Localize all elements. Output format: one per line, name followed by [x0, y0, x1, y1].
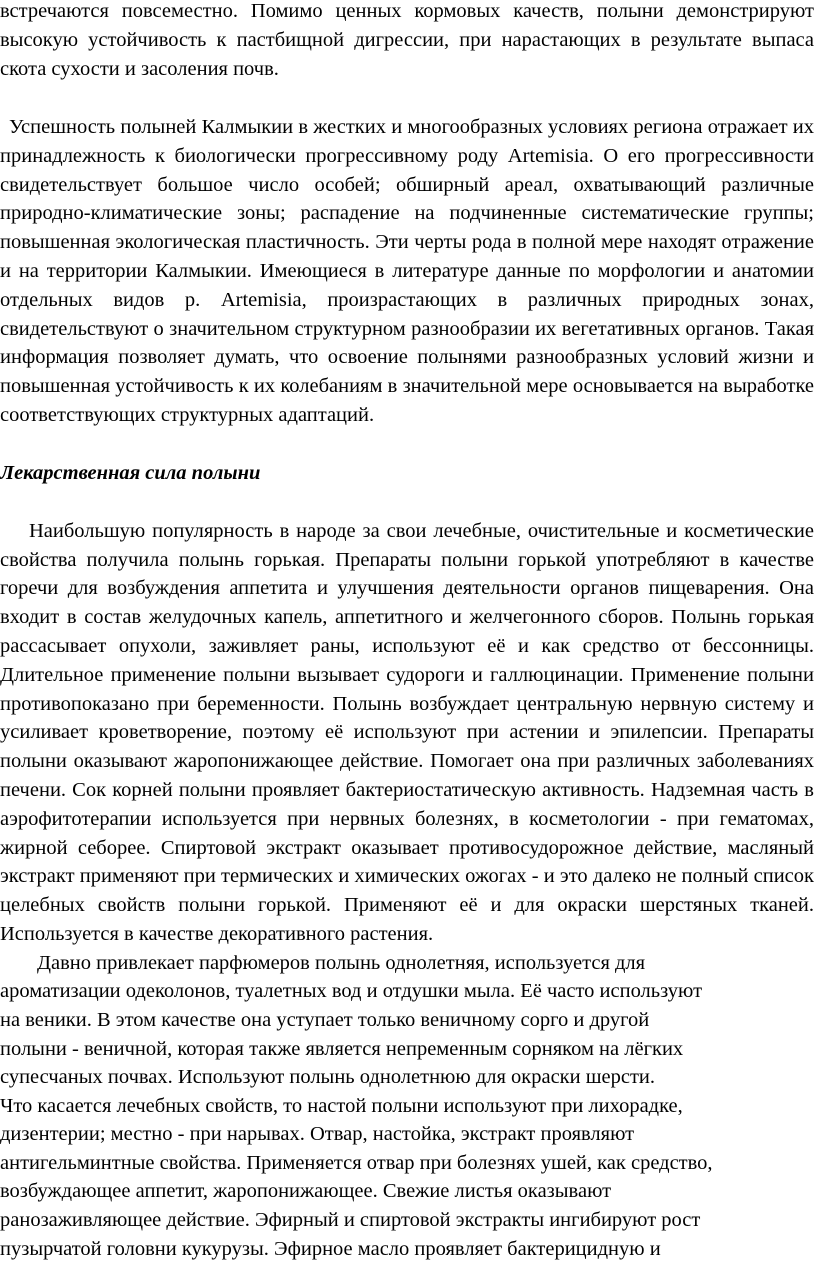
text-line: полыни - веничной, которая также является непременным сорняком на лёгких — [0, 1037, 684, 1060]
spacer — [0, 488, 814, 517]
paragraph-intro: встречаются повсеместно. Помимо ценных кормовых качеств, полыни демонстрируют высокую устойчивость к пастбищной дигрессии, при нарастающих в результате выпаса скота сухости и засоления почв. — [0, 0, 814, 80]
text-line: дизентерии; местно - при нарывах. Отвар, настойка, экстракт проявляют — [0, 1123, 635, 1146]
text-line: на веники. В этом качестве она уступает только веничному сорго и другой — [0, 1008, 650, 1031]
spacer — [0, 84, 814, 113]
paragraph-bitter-wormwood: Наибольшую популярность в народе за свои лечебные, очистительные и косметические свойства получила полынь горькая. Препараты полыни горькой употребляют в качестве горечи для возбуждения аппетита и улучшения деятельности органов пищеварения. Она входит в состав желудочных капель, аппетитного и желчегонного сборов. Полынь горькая рассасывает опухоли, заживляет раны, используют её и как средство от бессонницы. Длительное применение полыни вызывает судороги и галлюцинации. Применение полыни противопоказано при беременности. Полынь возбуждает центральную нервную систему и усиливает кроветворение, поэтому её используют при астении и эпилепсии. Препараты полыни оказывают жаропонижающее действие. Помогает она при различных заболеваниях печени. Сок корней полыни проявляет бактериостатическую активность. Надземная часть в аэрофитотерапии используется при нервных болезнях, в косметологии - при гематомах, жирной себорее. Спиртовой экстракт оказывает противосудорожное действие, масляный экстракт применяют при термических и химических ожогах - и это далеко не полный список целебных свойств полыни горькой. Применяют её и для окраски шерстяных тканей. Используется в качестве декоративного растения. — [0, 519, 814, 945]
section-heading: Лекарственная сила полыни — [0, 461, 261, 484]
text-line: антигельминтные свойства. Применяется отвар при болезнях ушей, как средство, — [0, 1151, 713, 1174]
spacer — [0, 430, 814, 459]
text-line: ранозаживляющее действие. Эфирный и спиртовой экстракты ингибируют рост — [0, 1209, 701, 1232]
text-line: пузырчатой головни кукурузы. Эфирное масло проявляет бактерицидную и — [0, 1237, 661, 1260]
text-line: Давно привлекает парфюмеров полынь однолетняя, используется для — [37, 951, 646, 974]
text-line: ароматизации одеколонов, туалетных вод и отдушки мыла. Её часто используют — [0, 980, 703, 1003]
text-line: Что касается лечебных свойств, то настой полыни используют при лихорадке, — [0, 1094, 683, 1117]
text-line: супесчаных почвах. Используют полынь однолетнюю для окраски шерсти. — [0, 1066, 656, 1089]
text-line: возбуждающее аппетит, жаропонижающее. Свежие листья оказывают — [0, 1180, 612, 1203]
paragraph-annual-wormwood — [0, 949, 814, 1263]
paragraph-artemisia-progressivity: Успешность полыней Калмыкии в жестких и многообразных условиях региона отражает их принадлежность к биологически прогрессивному роду Artemisia. О его прогрессивности свидетельствует большое число особей; обширный ареал, охватывающий различные природно-климатические зоны; распадение на подчиненные систематические группы; повышенная экологическая пластичность. Эти черты рода в полной мере находят отражение и на территории Калмыкии. Имеющиеся в литературе данные по морфологии и анатомии отдельных видов р. Artemisia, произрастающих в различных природных зонах, свидетельствуют о значительном структурном разнообразии их вегетативных органов. Такая информация позволяет думать, что освоение полынями разнообразных условий жизни и повышенная устойчивость к их колебаниям в значительной мере основывается на выработке соответствующих структурных адаптаций. — [0, 116, 814, 426]
